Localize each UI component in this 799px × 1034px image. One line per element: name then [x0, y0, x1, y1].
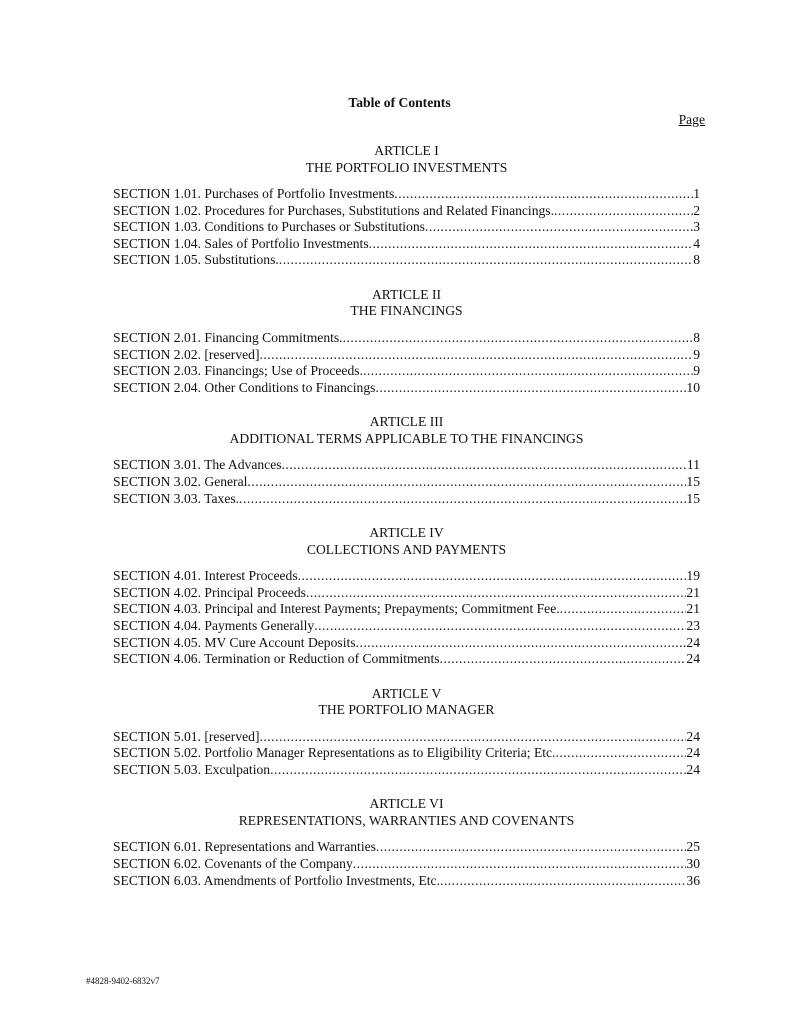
entry-page: 23 [686, 617, 700, 633]
entry-label: SECTION 1.03. Conditions to Purchases or Substitutions [113, 219, 425, 235]
toc-entry[interactable] [113, 651, 700, 668]
toc-entry[interactable] [113, 873, 700, 890]
toc-entry[interactable] [113, 568, 700, 585]
entry-label: SECTION 6.01. Representations and Warranties [113, 839, 376, 855]
article-title: THE PORTFOLIO INVESTMENTS [305, 159, 508, 175]
toc-title: Table of Contents [348, 95, 451, 110]
entry-page: 24 [686, 634, 700, 650]
entry-label: SECTION 2.01. Financing Commitments. [113, 329, 343, 345]
toc-entry[interactable] [113, 363, 700, 380]
article-title: REPRESENTATIONS, WARRANTIES AND COVENANTS [238, 812, 575, 828]
dot-leader [376, 839, 686, 856]
entry-label: SECTION 4.03. Principal and Interest Payments; Prepayments; Commitment Fee. [113, 601, 560, 617]
entry-label: SECTION 5.03. Exculpation [113, 761, 271, 777]
entry-label: SECTION 4.02. Principal Proceeds [113, 584, 306, 600]
article-title: COLLECTIONS AND PAYMENTS [306, 541, 507, 557]
toc-entry[interactable] [113, 745, 700, 762]
entry-label: SECTION 5.01. [reserved] [113, 728, 260, 744]
toc-entry[interactable] [113, 839, 700, 856]
entry-page: 10 [686, 379, 700, 395]
dot-leader [353, 856, 687, 873]
entry-label: SECTION 3.01. The Advances [113, 457, 282, 473]
entry-label: SECTION 4.01. Interest Proceeds [113, 568, 298, 584]
article-number: ARTICLE III [369, 414, 444, 430]
dot-leader [298, 568, 687, 585]
dot-leader [279, 252, 693, 269]
dot-leader [282, 457, 687, 474]
entry-page: 24 [686, 651, 700, 667]
toc-entry[interactable] [113, 601, 700, 618]
entry-page: 8 [693, 329, 700, 345]
article-5 [113, 686, 700, 779]
article-1 [113, 143, 700, 269]
article-6 [113, 796, 700, 889]
entry-label: SECTION 4.04. Payments Generally [113, 617, 315, 633]
article-number: ARTICLE II [371, 286, 442, 302]
toc-entry[interactable] [113, 236, 700, 253]
entry-label: SECTION 2.04. Other Conditions to Financings [113, 379, 376, 395]
dot-leader [375, 380, 686, 397]
entry-page: 8 [693, 252, 700, 268]
toc-entry[interactable] [113, 186, 700, 203]
toc-entry[interactable] [113, 380, 700, 397]
dot-leader [247, 474, 686, 491]
entry-label: SECTION 2.03. Financings; Use of Proceeds. [113, 363, 363, 379]
dot-leader [363, 363, 693, 380]
dot-leader [239, 491, 686, 508]
toc-entry[interactable] [113, 491, 700, 508]
dot-leader [554, 203, 693, 220]
article-3 [113, 414, 700, 507]
dot-leader [555, 745, 686, 762]
dot-leader [440, 651, 687, 668]
entry-label: SECTION 4.06. Termination or Reduction of Commitments [113, 651, 440, 667]
toc-entry[interactable] [113, 347, 700, 364]
entry-page: 11 [686, 457, 700, 473]
entry-page: 24 [686, 745, 700, 761]
toc-entry[interactable] [113, 252, 700, 269]
dot-leader [306, 585, 686, 602]
dot-leader [440, 873, 686, 890]
toc-entry[interactable] [113, 618, 700, 635]
entry-label: SECTION 1.02. Procedures for Purchases, Substitutions and Related Financings. [113, 202, 554, 218]
entry-page: 21 [686, 601, 700, 617]
dot-leader [560, 601, 687, 618]
entry-label: SECTION 6.02. Covenants of the Company [113, 856, 353, 872]
toc-entry[interactable] [113, 585, 700, 602]
toc-entry[interactable] [113, 762, 700, 779]
entry-page: 15 [686, 490, 700, 506]
dot-leader [343, 330, 694, 347]
article-title: THE FINANCINGS [350, 303, 463, 319]
entry-page: 9 [693, 346, 700, 362]
toc-entry[interactable] [113, 856, 700, 873]
entry-page: 25 [686, 839, 700, 855]
dot-leader [259, 347, 693, 364]
entry-page: 15 [686, 473, 700, 489]
table-of-contents [113, 143, 700, 907]
article-title: THE PORTFOLIO MANAGER [318, 702, 495, 718]
dot-leader [356, 635, 687, 652]
dot-leader [259, 729, 686, 746]
article-2 [113, 287, 700, 396]
toc-entry[interactable] [113, 729, 700, 746]
entry-label: SECTION 1.04. Sales of Portfolio Investments [113, 235, 369, 251]
entry-page: 30 [686, 856, 700, 872]
toc-entry[interactable] [113, 635, 700, 652]
article-number: ARTICLE V [371, 685, 442, 701]
toc-entry[interactable] [113, 474, 700, 491]
dot-leader [369, 236, 694, 253]
article-number: ARTICLE VI [369, 796, 444, 812]
entry-page: 36 [686, 872, 700, 888]
article-number: ARTICLE I [374, 143, 439, 158]
entry-page: 3 [693, 219, 700, 235]
entry-label: SECTION 1.05. Substitutions. [113, 252, 279, 268]
article-number: ARTICLE IV [369, 525, 444, 541]
article-title: ADDITIONAL TERMS APPLICABLE TO THE FINANCINGS [229, 430, 584, 446]
entry-page: 24 [686, 728, 700, 744]
entry-page: 1 [693, 186, 700, 201]
entry-label: SECTION 2.02. [reserved] [113, 346, 260, 362]
entry-label: SECTION 5.02. Portfolio Manager Representations as to Eligibility Criteria; Etc. [113, 745, 556, 761]
entry-page: 24 [686, 761, 700, 777]
entry-label: SECTION 3.03. Taxes. [113, 490, 240, 506]
entry-page: 9 [693, 363, 700, 379]
article-4 [113, 525, 700, 668]
entry-page: 2 [693, 202, 700, 218]
document-id: #4828-9402-6832v7 [86, 976, 160, 986]
toc-entry[interactable] [113, 203, 700, 220]
toc-entry[interactable] [113, 219, 700, 236]
dot-leader [270, 762, 686, 779]
entry-label: SECTION 3.02. General [113, 473, 248, 489]
entry-label: SECTION 6.03. Amendments of Portfolio Investments, Etc. [113, 872, 440, 888]
dot-leader [425, 219, 693, 236]
entry-page: 21 [686, 584, 700, 600]
entry-label: SECTION 1.01. Purchases of Portfolio Investments [113, 186, 395, 201]
entry-page: 19 [686, 568, 700, 584]
dot-leader [394, 186, 693, 203]
entry-page: 4 [693, 235, 700, 251]
entry-label: SECTION 4.05. MV Cure Account Deposits [113, 634, 356, 650]
toc-entry[interactable] [113, 330, 700, 347]
page-column-heading: Page [678, 112, 705, 127]
toc-entry[interactable] [113, 457, 700, 474]
dot-leader [314, 618, 686, 635]
